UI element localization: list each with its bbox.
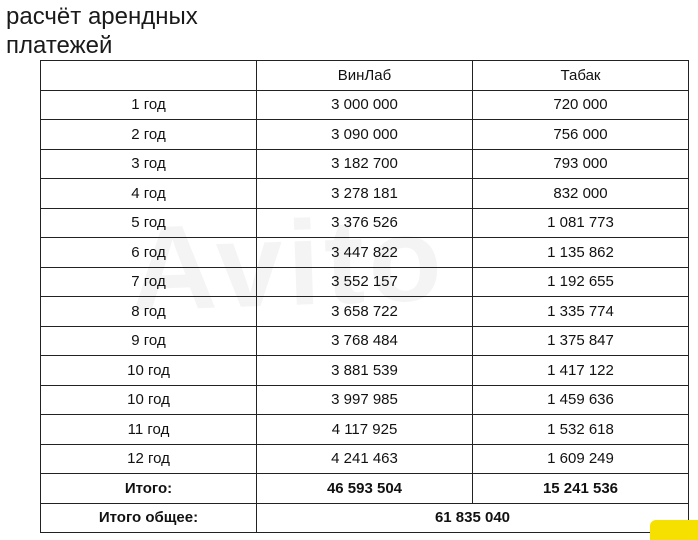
tabak-cell: 1 459 636 <box>473 385 689 415</box>
table-header-row <box>41 61 689 91</box>
vinlab-cell: 3 000 000 <box>257 90 473 120</box>
table-row <box>41 267 689 297</box>
document-title-line-1: расчёт арендных <box>6 3 198 30</box>
table-row <box>41 149 689 179</box>
total-label: Итого: <box>41 474 257 504</box>
rent-payments-table <box>40 60 689 533</box>
total-row <box>41 474 689 504</box>
table-row <box>41 415 689 445</box>
grand-total-row <box>41 503 689 533</box>
grand-total-label: Итого общее: <box>41 503 257 533</box>
year-cell: 10 год <box>41 385 257 415</box>
year-cell: 6 год <box>41 238 257 268</box>
vinlab-cell: 3 658 722 <box>257 297 473 327</box>
tabak-cell: 1 532 618 <box>473 415 689 445</box>
table-row <box>41 238 689 268</box>
vinlab-cell: 3 997 985 <box>257 385 473 415</box>
year-cell: 11 год <box>41 415 257 445</box>
vinlab-cell: 3 278 181 <box>257 179 473 209</box>
table-row <box>41 120 689 150</box>
year-cell: 8 год <box>41 297 257 327</box>
vinlab-cell: 3 182 700 <box>257 149 473 179</box>
tabak-cell: 1 375 847 <box>473 326 689 356</box>
year-cell: 7 год <box>41 267 257 297</box>
vinlab-cell: 3 768 484 <box>257 326 473 356</box>
tabak-cell: 1 609 249 <box>473 444 689 474</box>
table-row <box>41 444 689 474</box>
vinlab-cell: 3 376 526 <box>257 208 473 238</box>
document-title-line-2: платежей <box>6 32 113 59</box>
yellow-corner-badge <box>650 520 698 540</box>
table-row <box>41 208 689 238</box>
year-cell: 3 год <box>41 149 257 179</box>
vinlab-cell: 3 090 000 <box>257 120 473 150</box>
year-cell: 4 год <box>41 179 257 209</box>
year-cell: 2 год <box>41 120 257 150</box>
year-cell: 9 год <box>41 326 257 356</box>
tabak-cell: 793 000 <box>473 149 689 179</box>
vinlab-cell: 3 552 157 <box>257 267 473 297</box>
tabak-cell: 1 417 122 <box>473 356 689 386</box>
tabak-cell: 1 081 773 <box>473 208 689 238</box>
tabak-cell: 1 335 774 <box>473 297 689 327</box>
header-cell-vinlab: ВинЛаб <box>257 61 473 91</box>
header-cell-tabak: Табак <box>473 61 689 91</box>
tabak-cell: 832 000 <box>473 179 689 209</box>
table-row <box>41 326 689 356</box>
table-row <box>41 356 689 386</box>
tabak-cell: 1 135 862 <box>473 238 689 268</box>
vinlab-cell: 3 881 539 <box>257 356 473 386</box>
header-cell-period <box>41 61 257 91</box>
total-tabak: 15 241 536 <box>473 474 689 504</box>
tabak-cell: 756 000 <box>473 120 689 150</box>
document-title <box>6 2 198 60</box>
total-vinlab: 46 593 504 <box>257 474 473 504</box>
year-cell: 12 год <box>41 444 257 474</box>
tabak-cell: 1 192 655 <box>473 267 689 297</box>
year-cell: 5 год <box>41 208 257 238</box>
year-cell: 1 год <box>41 90 257 120</box>
table-row <box>41 297 689 327</box>
table-row <box>41 385 689 415</box>
tabak-cell: 720 000 <box>473 90 689 120</box>
vinlab-cell: 4 241 463 <box>257 444 473 474</box>
table-row <box>41 90 689 120</box>
year-cell: 10 год <box>41 356 257 386</box>
vinlab-cell: 3 447 822 <box>257 238 473 268</box>
grand-total-value: 61 835 040 <box>257 503 689 533</box>
vinlab-cell: 4 117 925 <box>257 415 473 445</box>
table-row <box>41 179 689 209</box>
